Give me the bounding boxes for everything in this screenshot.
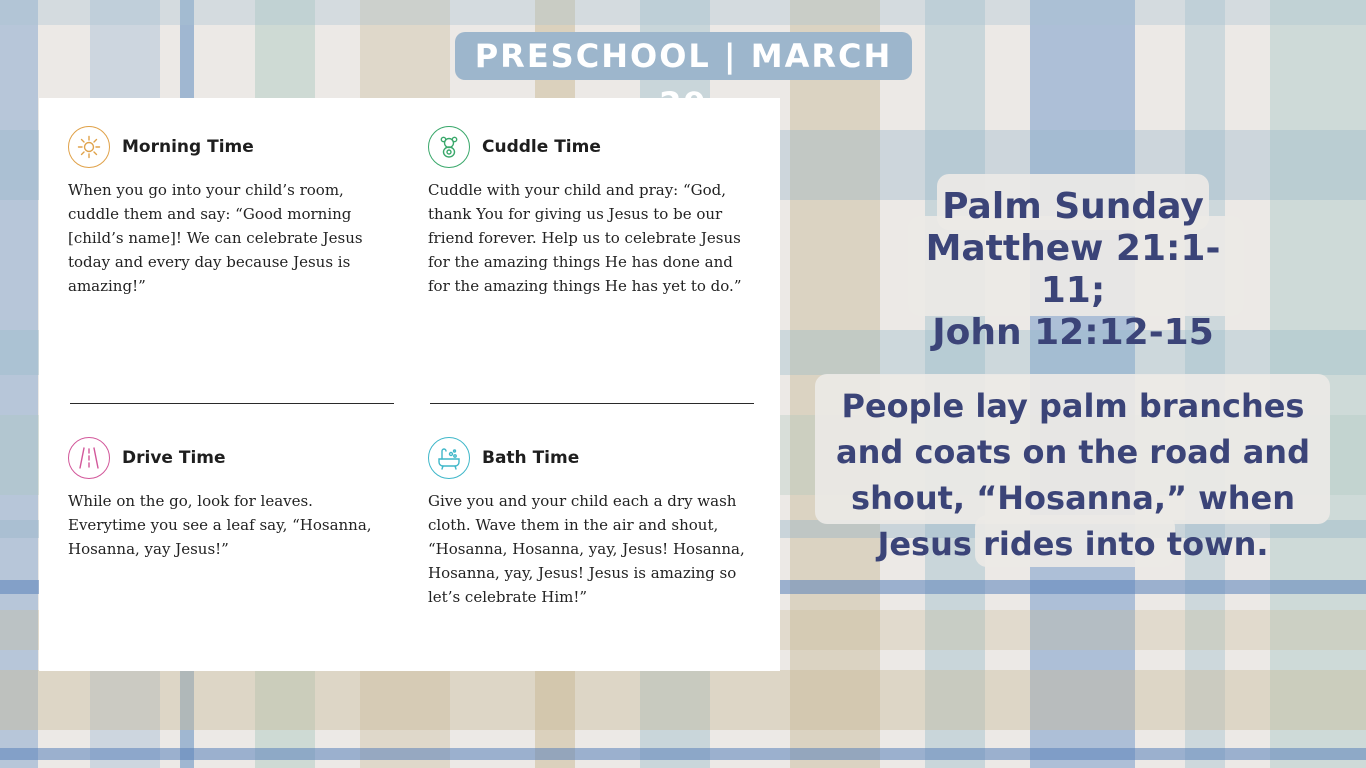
- divider: [70, 403, 394, 404]
- header-label: PRESCHOOL | MARCH: [455, 32, 912, 80]
- teddy-bear-icon: [428, 126, 470, 168]
- section-cuddle-time: [428, 124, 753, 298]
- section-title: Drive Time: [122, 448, 226, 468]
- section-morning-time: [68, 124, 393, 298]
- section-title: Morning Time: [122, 137, 254, 157]
- sun-icon: [68, 126, 110, 168]
- lesson-title: [905, 186, 1241, 354]
- lesson-summary: People lay palm branches and coats on the road and shout, “Hosanna,” when Jesus rides into town.: [836, 387, 1310, 563]
- divider: [430, 403, 754, 404]
- section-body: Cuddle with your child and pray: “God, thank You for giving us Jesus to be our friend forever. Help us to celebrate Jesus for the amazing things He has done and for the amazing things He has yet to do.”: [428, 181, 742, 295]
- section-title: Bath Time: [482, 448, 580, 468]
- section-bath-time: [428, 435, 753, 609]
- section-drive-time: [68, 435, 393, 561]
- lesson-title-line: Palm Sunday: [942, 186, 1204, 227]
- road-icon: [68, 437, 110, 479]
- section-body: When you go into your child’s room, cuddle them and say: “Good morning [child’s name]! We can celebrate Jesus today and every day because Jesus is amazing!”: [68, 181, 363, 295]
- section-body: Give you and your child each a dry wash cloth. Wave them in the air and shout, “Hosanna, Hosanna, yay, Jesus! Hosanna, Hosanna, yay, Jesus! Jesus is amazing so let’s celebrate Him!”: [428, 492, 745, 606]
- section-body: While on the go, look for leaves. Everytime you see a leaf say, “Hosanna, Hosanna, yay Jesus!”: [68, 492, 372, 558]
- lesson-scripture-line: Matthew 21:1-11;: [925, 228, 1221, 311]
- section-title: Cuddle Time: [482, 137, 601, 157]
- bathtub-icon: [428, 437, 470, 479]
- activity-card: [39, 98, 780, 671]
- lesson-scripture-line: John 12:12-15: [932, 312, 1214, 353]
